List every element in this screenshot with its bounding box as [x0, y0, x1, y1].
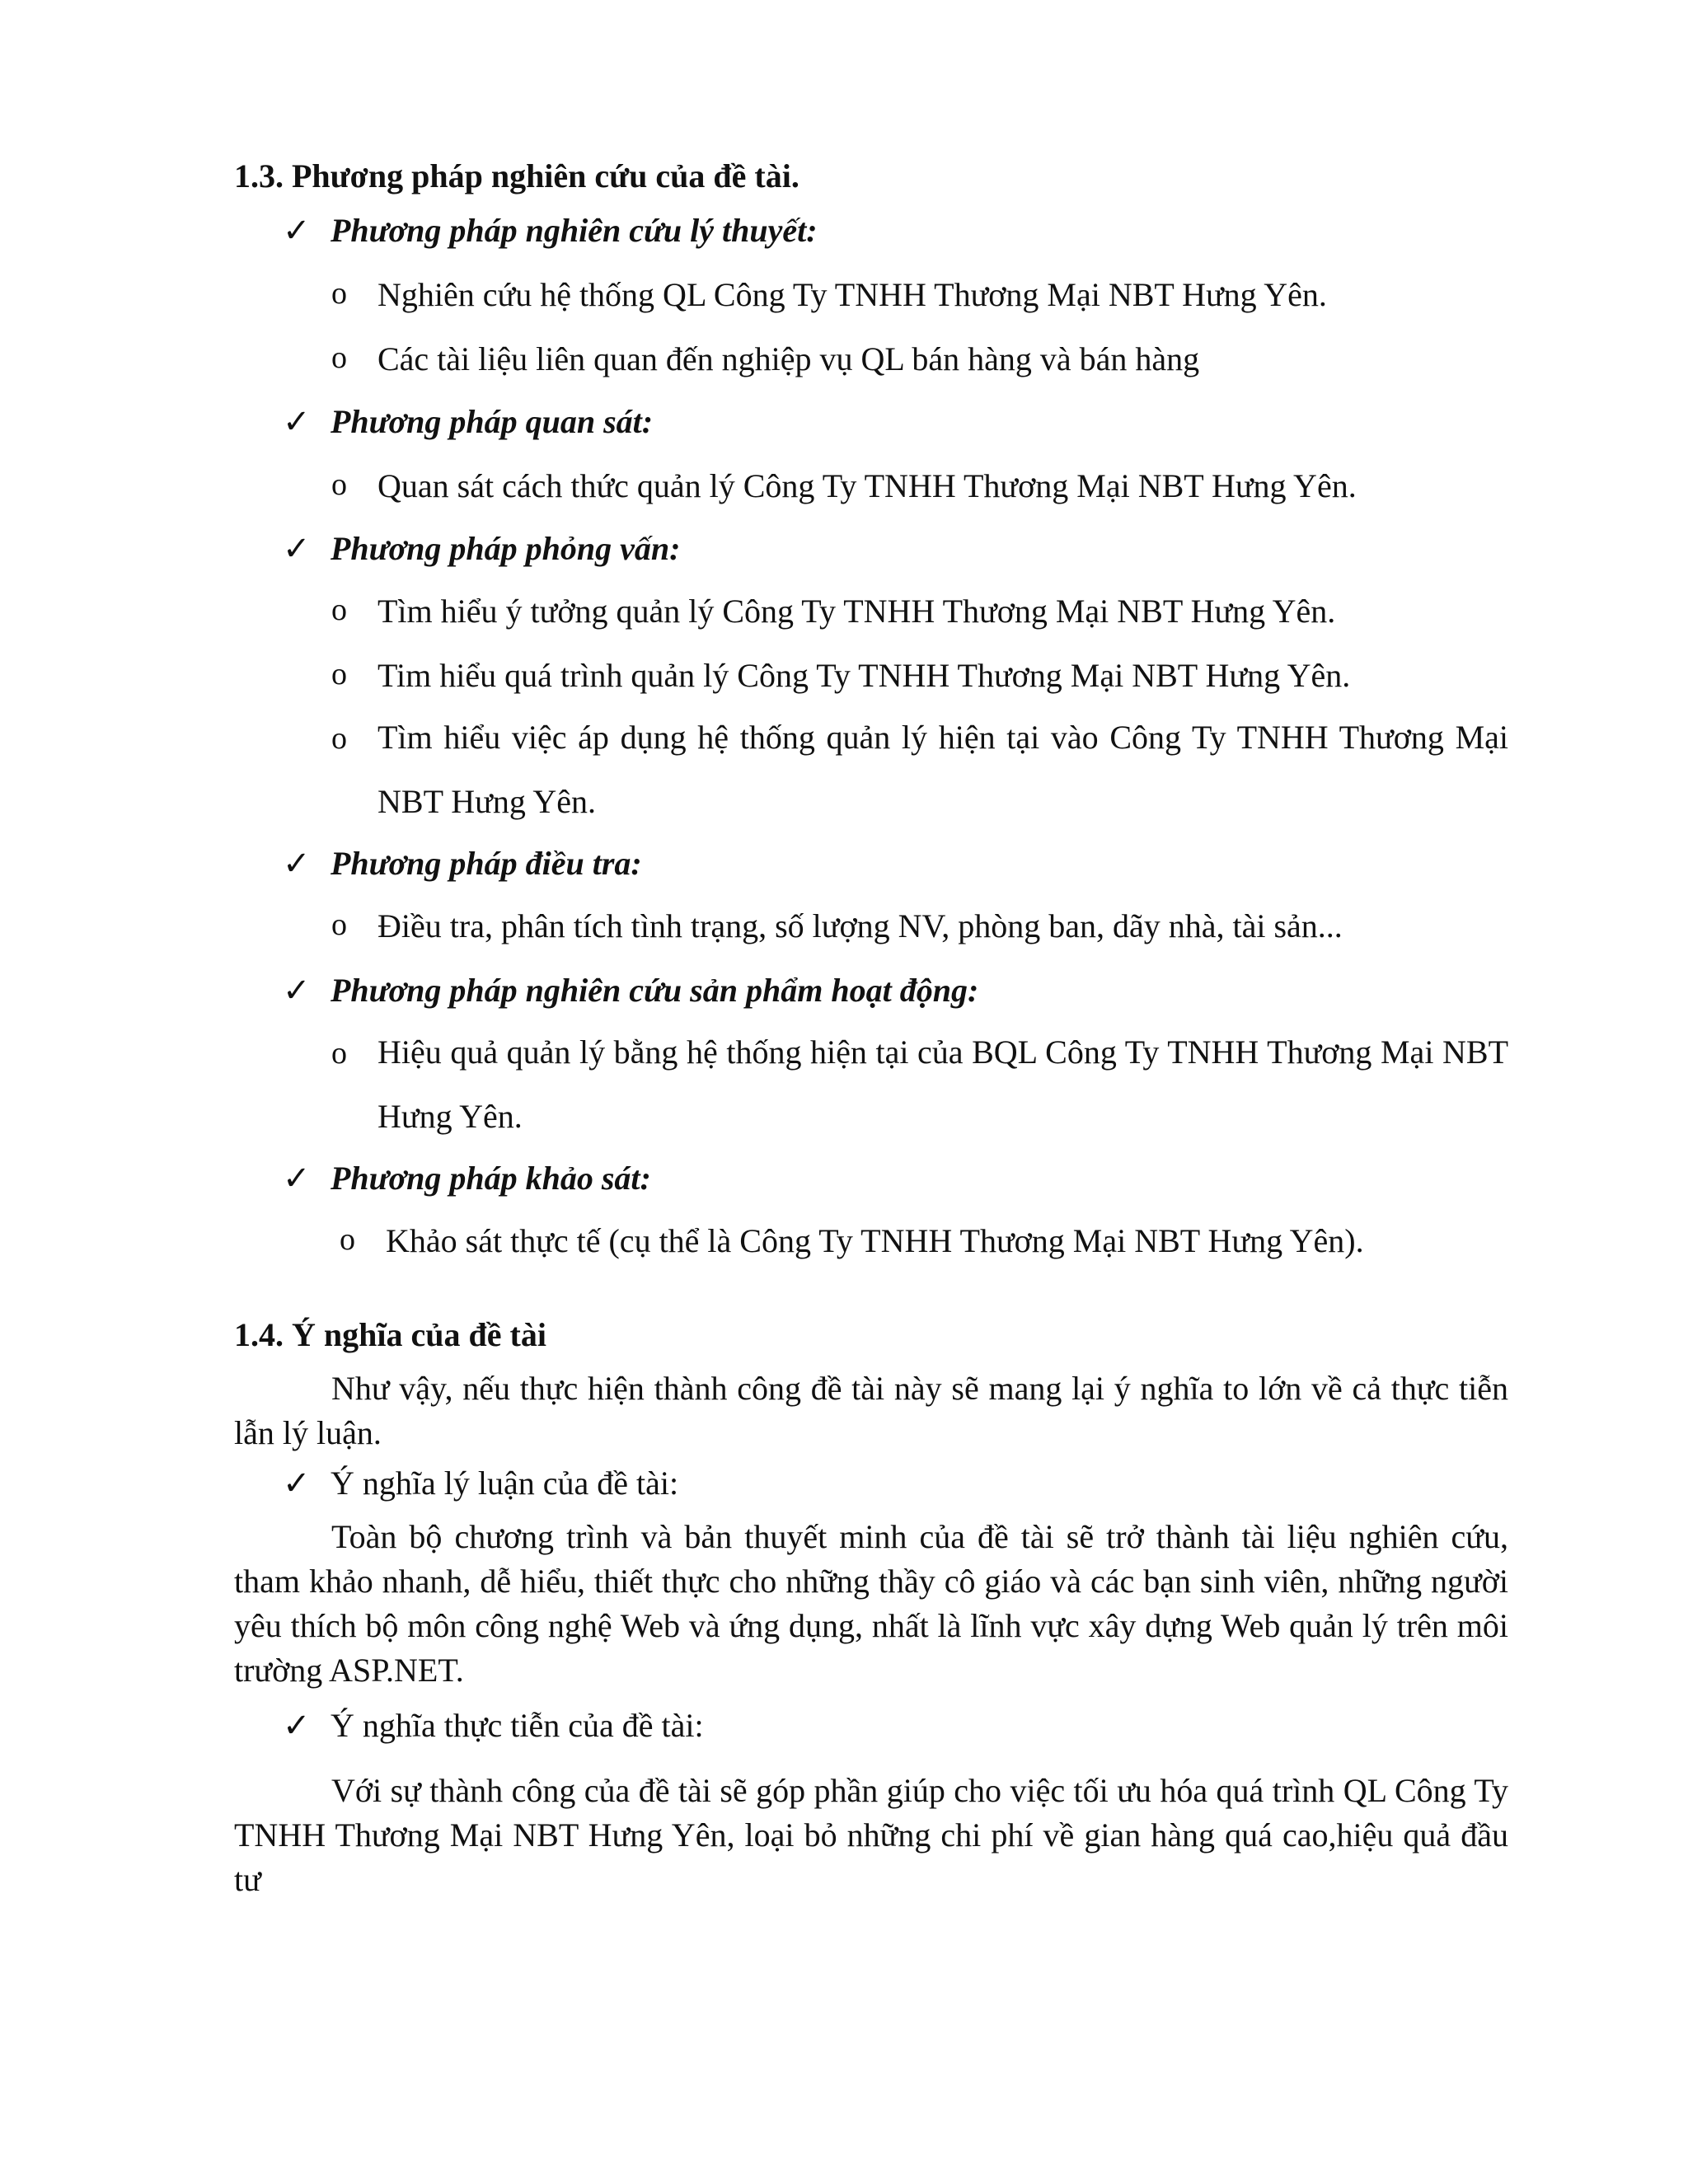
method-title: Phương pháp quan sát:: [331, 403, 654, 440]
practice-paragraph: Với sự thành công của đề tài sẽ góp phần giúp cho việc tối ưu hóa quá trình QL Công Ty TNHH Thương Mại NBT Hưng Yên, loại bỏ những chi phí về gian hàng quá cao,hiệu quả đầu tư: [234, 1772, 1508, 1898]
check-icon: ✓: [283, 530, 311, 567]
bullet-icon: o: [331, 721, 347, 756]
check-icon: ✓: [283, 1465, 311, 1502]
check-icon: ✓: [283, 845, 311, 882]
intro-paragraph: Như vậy, nếu thực hiện thành công đề tài này sẽ mang lại ý nghĩa to lớn về cả thực tiễn lẫn lý luận.: [234, 1370, 1508, 1451]
check-icon: ✓: [283, 403, 311, 440]
method-title: Phương pháp điều tra:: [331, 845, 642, 882]
bullet-icon: o: [331, 467, 347, 502]
check-icon: ✓: [283, 972, 311, 1009]
check-icon: ✓: [283, 212, 311, 249]
bullet-icon: o: [331, 593, 347, 627]
theory-paragraph: Toàn bộ chương trình và bản thuyết minh của đề tài sẽ trở thành tài liệu nghiên cứu, tham khảo nhanh, dễ hiểu, thiết thực cho những thầy cô giáo và các bạn sinh viên, những người yêu thích bộ môn công nghệ Web và ứng dụng, nhất là lĩnh vực xây dựng Web quản lý trên môi trường ASP.NET.: [234, 1518, 1508, 1689]
theory-title: Ý nghĩa lý luận của đề tài:: [331, 1465, 679, 1502]
section-heading-1-4: 1.4. Ý nghĩa của đề tài: [234, 1316, 546, 1353]
check-icon: ✓: [283, 1160, 311, 1197]
method-title: Phương pháp khảo sát:: [331, 1160, 651, 1197]
document-page: 1.3. Phương pháp nghiên cứu của đề tài. ✓ Phương pháp nghiên cứu lý thuyết: o Nghiên cứu hệ thống QL Công Ty TNHH Thương Mại NBT Hưng Yên. o Các tài liệu liên quan đến nghiệp vụ QL bán hàng và bán hàng ✓ Phương pháp quan sát: o Quan sát cách thức quản lý Công Ty TNHH Thương Mại NBT Hưng Yên. ✓ Phương pháp phỏng vấn: o Tìm hiểu ý tưởng quản lý Công Ty TNHH Thương Mại NBT Hưng Yên. o Tim hiểu quá trình quản lý Công Ty TNHH Thương Mại NBT Hưng Yên. o Tìm hiểu việc áp dụng hệ thống quản lý hiện tại vào Công Ty TNHH Thương Mại NBT Hưng Yên. ✓ Phương pháp điều tra: o Điều tra, phân tích tình trạng, số lượng NV, phòng ban, dãy nhà, tài sản... ✓ Phương pháp nghiên cứu sản phẩm hoạt động: o Hiệu quả quản lý bằng hệ thống hiện tại của BQL Công Ty TNHH Thương Mại NBT Hưng Yên. ✓ Phương pháp khảo sát: o Khảo sát thực tế (cụ thể là Công Ty TNHH Thương Mại NBT Hưng Yên). 1.4. Ý nghĩa của đề tài Như vậy, nếu thực hiện thành công đề tài này sẽ mang lại ý nghĩa to lớn về cả thực tiễn lẫn lý luận. ✓ Ý nghĩa lý luận của đề tài: Toàn bộ chương trình và bản thuyết minh của đề tài sẽ trở thành tài liệu nghiên cứu, tham khảo nhanh, dễ hiểu, thiết thực cho những thầy cô giáo và các bạn sinh viên, những người yêu thích bộ môn công nghệ Web và ứng dụng, nhất là lĩnh vực xây dựng Web quản lý trên môi trường ASP.NET. ✓ Ý nghĩa thực tiễn của đề tài: Với sự thành công của đề tài sẽ góp phần giúp cho việc tối ưu hóa quá trình QL Công Ty TNHH Thương Mại NBT Hưng Yên, loại bỏ những chi phí về gian hàng quá cao,hiệu quả đầu tư: [0, 0, 1688, 2184]
bullet-icon: o: [331, 340, 347, 375]
check-icon: ✓: [283, 1707, 311, 1744]
bullet-icon: o: [340, 1222, 355, 1257]
section-heading-1-3: 1.3. Phương pháp nghiên cứu của đề tài.: [234, 157, 799, 194]
method-title: Phương pháp nghiên cứu sản phẩm hoạt động:: [331, 972, 979, 1009]
bullet-icon: o: [331, 276, 347, 311]
practice-title: Ý nghĩa thực tiễn của đề tài:: [331, 1707, 704, 1744]
method-title: Phương pháp phỏng vấn:: [331, 530, 681, 567]
bullet-icon: o: [331, 1036, 347, 1071]
method-title: Phương pháp nghiên cứu lý thuyết:: [331, 212, 818, 249]
bullet-icon: o: [331, 657, 347, 691]
bullet-icon: o: [331, 907, 347, 942]
